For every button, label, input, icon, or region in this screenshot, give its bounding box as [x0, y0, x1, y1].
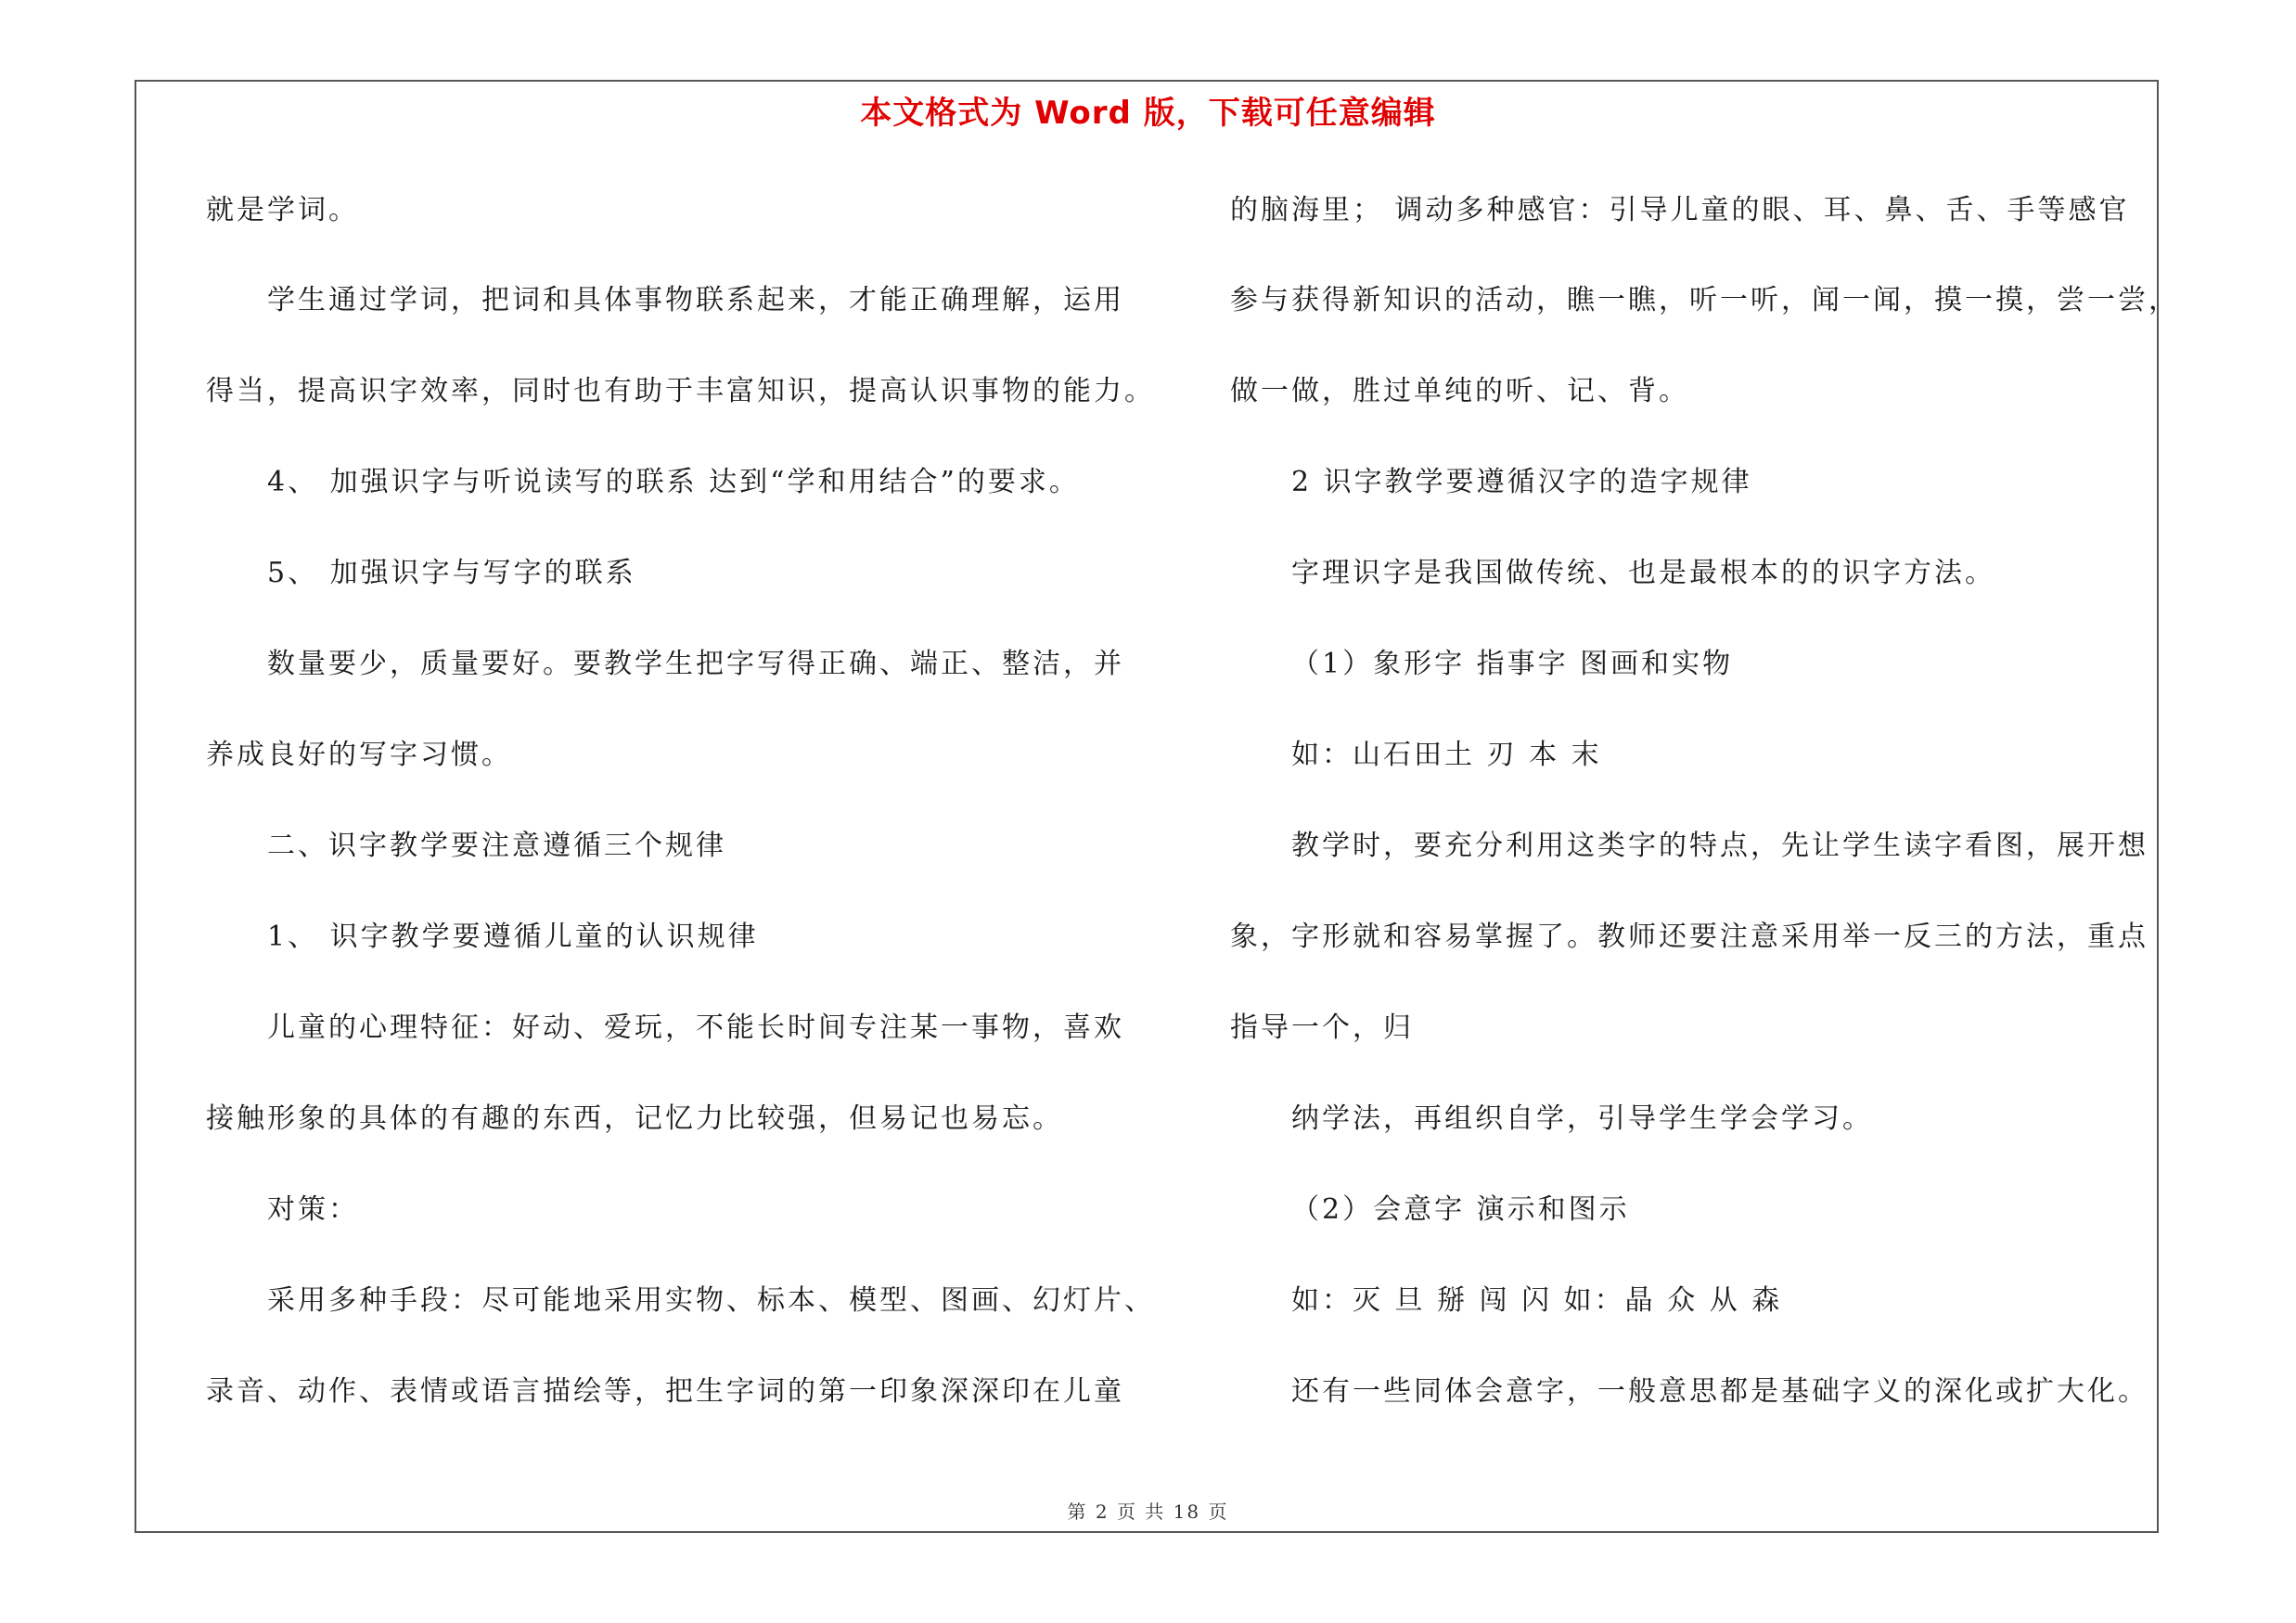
paragraph-line: （2）会意字 演示和图示	[1291, 1193, 1630, 1226]
paragraph-line: 数量要少，质量要好。要教学生把字写得正确、端正、整洁，并	[267, 648, 1124, 680]
paragraph-line: 参与获得新知识的活动，瞧一瞧，听一听，闻一闻，摸一摸，尝一尝，	[1230, 284, 2179, 316]
paragraph-line: 儿童的心理特征：好动、爱玩，不能长时间专注某一事物，喜欢	[267, 1011, 1124, 1044]
paragraph-line: 教学时，要充分利用这类字的特点，先让学生读字看图，展开想	[1291, 830, 2148, 862]
format-notice-header: 本文格式为 Word 版，下载可任意编辑	[860, 95, 1436, 132]
paragraph-line: 2 识字教学要遵循汉字的造字规律	[1291, 466, 1752, 498]
paragraph-line: 5、 加强识字与写字的联系	[267, 557, 636, 589]
paragraph-line: （1）象形字 指事字 图画和实物	[1291, 648, 1734, 680]
paragraph-line: 4、 加强识字与听说读写的联系 达到“学和用结合”的要求。	[267, 466, 1080, 498]
paragraph-line: 象，字形就和容易掌握了。教师还要注意采用举一反三的方法，重点	[1230, 921, 2148, 953]
paragraph-line: 接触形象的具体的有趣的东西，记忆力比较强，但易记也易忘。	[206, 1102, 1063, 1135]
paragraph-line: 还有一些同体会意字，一般意思都是基础字义的深化或扩大化。	[1291, 1375, 2148, 1408]
paragraph-line: 得当，提高识字效率，同时也有助于丰富知识，提高认识事物的能力。	[206, 375, 1155, 407]
paragraph-line: 字理识字是我国做传统、也是最根本的的识字方法。	[1291, 557, 1995, 589]
paragraph-line: 学生通过学词，把词和具体事物联系起来，才能正确理解，运用	[267, 284, 1124, 316]
paragraph-line: 指导一个，归	[1230, 1011, 1414, 1044]
page-number-footer: 第 2 页 共 18 页	[1067, 1501, 1229, 1523]
paragraph-line: 做一做，胜过单纯的听、记、背。	[1230, 375, 1689, 407]
paragraph-line: 1、 识字教学要遵循儿童的认识规律	[267, 921, 759, 953]
paragraph-line: 如：灭 旦 掰 闯 闪 如：晶 众 从 森	[1291, 1284, 1783, 1317]
paragraph-line: 二、识字教学要注意遵循三个规律	[267, 830, 726, 862]
paragraph-line: 如：山石田土 刃 本 末	[1291, 739, 1602, 771]
paragraph-line: 养成良好的写字习惯。	[206, 739, 512, 771]
paragraph-line: 录音、动作、表情或语言描绘等，把生字词的第一印象深深印在儿童	[206, 1375, 1124, 1408]
paragraph-line: 纳学法，再组织自学，引导学生学会学习。	[1291, 1102, 1873, 1135]
paragraph-line: 采用多种手段：尽可能地采用实物、标本、模型、图画、幻灯片、	[267, 1284, 1155, 1317]
paragraph-line: 对策：	[267, 1193, 359, 1226]
paragraph-line: 的脑海里； 调动多种感官：引导儿童的眼、耳、鼻、舌、手等感官	[1230, 194, 2130, 226]
paragraph-line: 就是学词。	[206, 194, 359, 226]
